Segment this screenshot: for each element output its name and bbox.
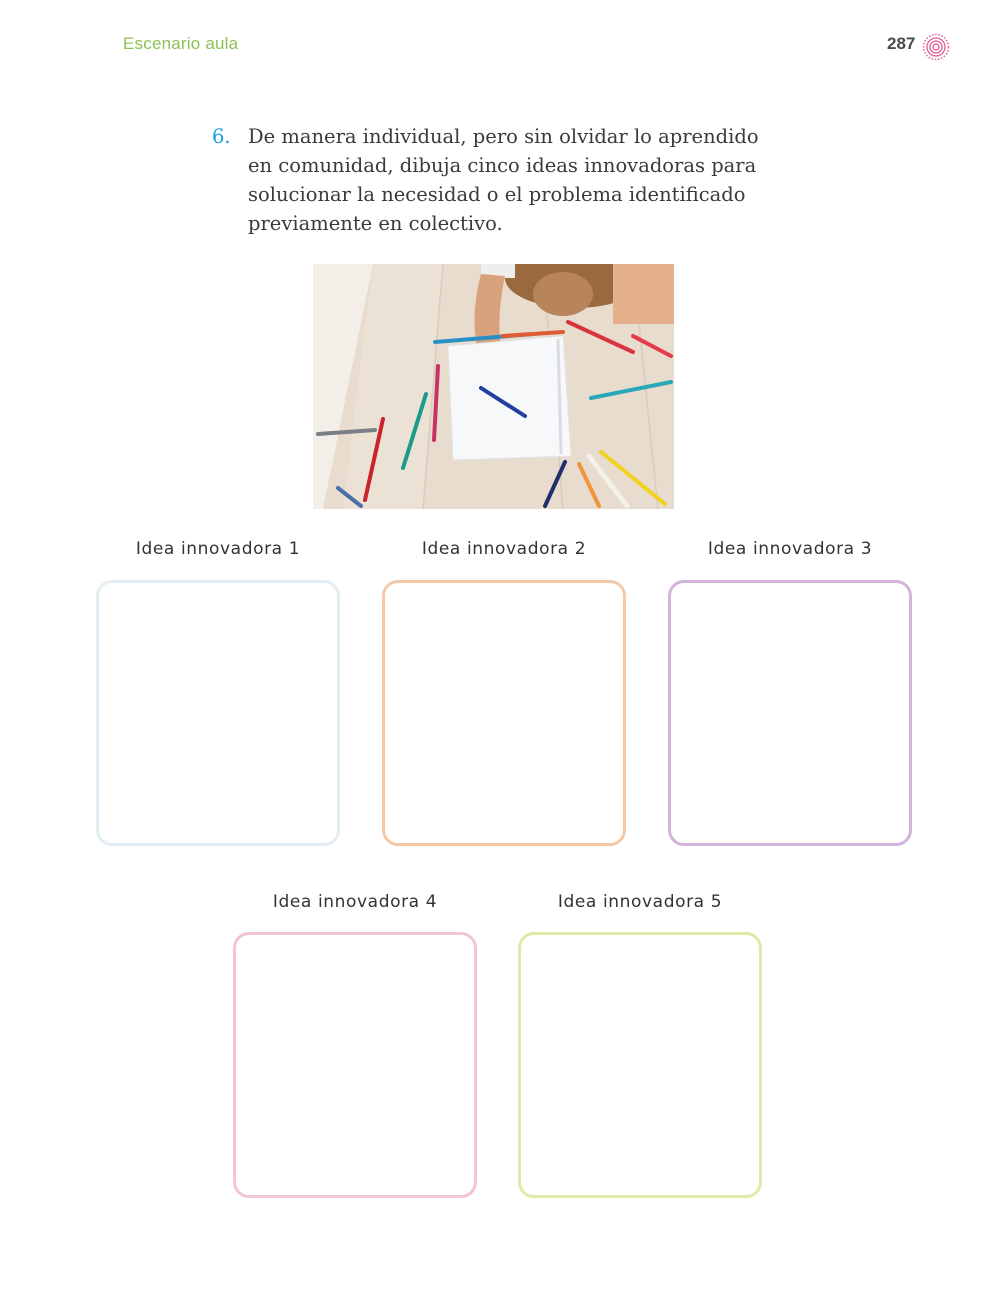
activity-instruction [212, 122, 772, 238]
idea-label-5: Idea innovadora 5 [557, 892, 723, 912]
idea-drawing-box-4[interactable] [233, 932, 477, 1198]
idea-drawing-box-2[interactable] [382, 580, 626, 846]
idea-drawing-box-5[interactable] [518, 932, 762, 1198]
idea-drawing-box-3[interactable] [668, 580, 912, 846]
idea-label-4: Idea innovadora 4 [272, 892, 438, 912]
child-drawing-photo [313, 264, 674, 509]
idea-drawing-box-1[interactable] [96, 580, 340, 846]
activity-text: De manera individual, pero sin olvidar lo aprendido en comunidad, dibuja cinco ideas innovadoras para solucionar la necesidad o el problema identificado previamente en colectivo. [248, 125, 759, 235]
idea-label-2: Idea innovadora 2 [421, 539, 587, 559]
idea-label-1: Idea innovadora 1 [135, 539, 301, 559]
activity-number: 6. [212, 125, 231, 148]
idea-label-3: Idea innovadora 3 [707, 539, 873, 559]
section-title: Escenario aula [123, 34, 239, 53]
page-number: 287 [887, 34, 916, 53]
rosette-icon [922, 33, 950, 61]
